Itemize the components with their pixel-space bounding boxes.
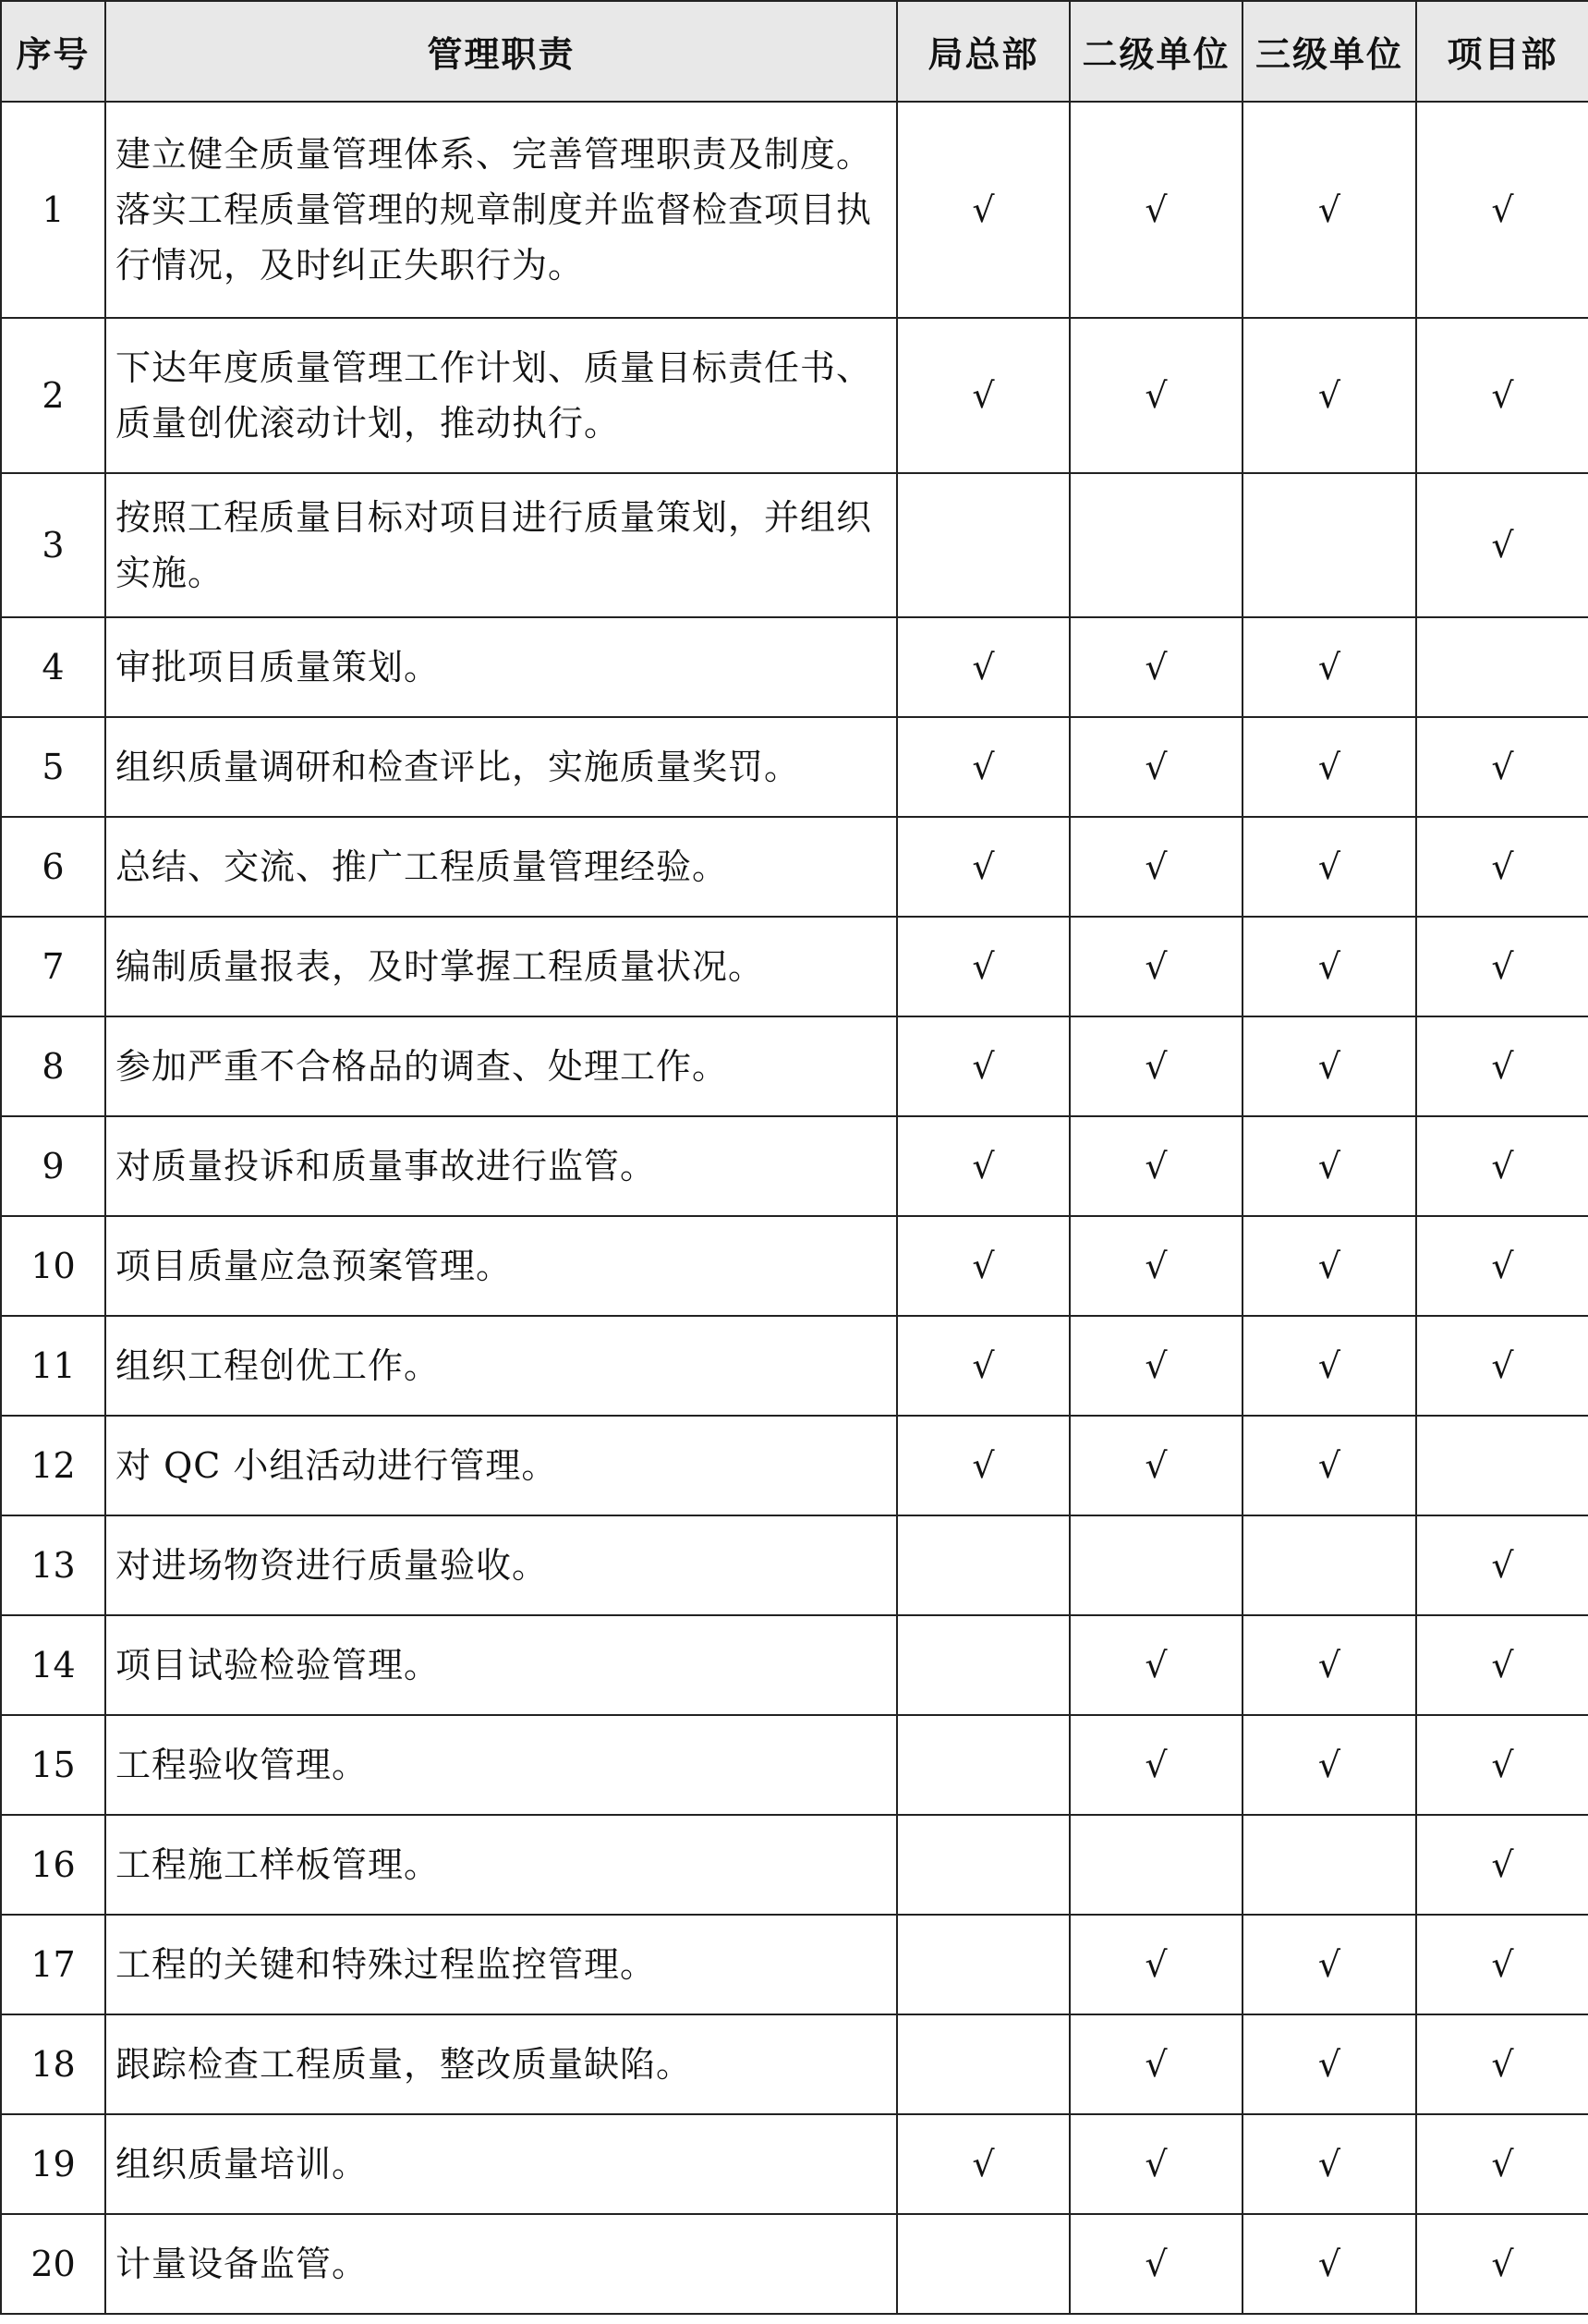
check-mark-icon: √ (1491, 1545, 1514, 1586)
row-serial-number: 5 (1, 717, 105, 817)
check-mark-icon: √ (1145, 1345, 1168, 1386)
table-row (1, 1016, 1588, 1116)
check-mark-icon: √ (1145, 2244, 1168, 2284)
header-bureau-hq: 局总部 (897, 1, 1070, 102)
check-cell-second-level-unit (1070, 1116, 1243, 1216)
row-serial-number: 8 (1, 1016, 105, 1116)
check-mark-icon: √ (972, 1246, 995, 1286)
check-cell-second-level-unit (1070, 2114, 1243, 2214)
header-second-level-unit: 二级单位 (1070, 1, 1243, 102)
check-cell-bureau-hq (897, 917, 1070, 1016)
check-mark-icon: √ (972, 647, 995, 687)
table-row (1, 1715, 1588, 1815)
check-cell-project-dept (1416, 717, 1588, 817)
table-row (1, 102, 1588, 318)
row-duty-text: 组织质量培训。 (105, 2114, 897, 2214)
check-mark-icon: √ (1491, 525, 1514, 566)
table-row (1, 1615, 1588, 1715)
check-mark-icon: √ (1145, 1645, 1168, 1685)
check-cell-second-level-unit (1070, 2214, 1243, 2314)
check-cell-third-level-unit (1243, 717, 1416, 817)
row-serial-number: 4 (1, 617, 105, 717)
check-mark-icon: √ (1317, 189, 1341, 230)
row-duty-text: 按照工程质量目标对项目进行质量策划，并组织实施。 (105, 473, 897, 617)
row-duty-text: 跟踪检查工程质量，整改质量缺陷。 (105, 2014, 897, 2114)
check-cell-third-level-unit (1243, 1316, 1416, 1416)
row-duty-text: 组织质量调研和检查评比，实施质量奖罚。 (105, 717, 897, 817)
row-serial-number: 17 (1, 1915, 105, 2014)
row-duty-text: 工程施工样板管理。 (105, 1815, 897, 1915)
row-duty-text: 工程验收管理。 (105, 1715, 897, 1815)
check-cell-bureau-hq (897, 1815, 1070, 1915)
row-serial-number: 12 (1, 1416, 105, 1515)
check-mark-icon: √ (1491, 2244, 1514, 2284)
check-mark-icon: √ (972, 1046, 995, 1087)
table-row (1, 1116, 1588, 1216)
check-cell-second-level-unit (1070, 1615, 1243, 1715)
check-cell-project-dept (1416, 1316, 1588, 1416)
row-serial-number: 16 (1, 1815, 105, 1915)
table-row (1, 1216, 1588, 1316)
check-cell-third-level-unit (1243, 1016, 1416, 1116)
check-cell-bureau-hq (897, 1715, 1070, 1815)
table-row (1, 1416, 1588, 1515)
table-row (1, 1915, 1588, 2014)
check-cell-second-level-unit (1070, 1515, 1243, 1615)
check-cell-second-level-unit (1070, 817, 1243, 917)
check-mark-icon: √ (972, 1146, 995, 1186)
check-mark-icon: √ (1491, 1844, 1514, 1885)
check-cell-second-level-unit (1070, 717, 1243, 817)
check-cell-project-dept (1416, 2214, 1588, 2314)
check-cell-project-dept (1416, 1216, 1588, 1316)
check-mark-icon: √ (1145, 2144, 1168, 2184)
check-cell-project-dept (1416, 1715, 1588, 1815)
row-serial-number: 14 (1, 1615, 105, 1715)
check-cell-third-level-unit (1243, 1515, 1416, 1615)
check-cell-project-dept (1416, 2014, 1588, 2114)
check-mark-icon: √ (972, 846, 995, 887)
table-row (1, 1316, 1588, 1416)
check-cell-project-dept (1416, 1116, 1588, 1216)
check-cell-third-level-unit (1243, 1216, 1416, 1316)
check-cell-third-level-unit (1243, 1815, 1416, 1915)
check-cell-third-level-unit (1243, 318, 1416, 473)
check-cell-project-dept (1416, 102, 1588, 318)
check-mark-icon: √ (1145, 946, 1168, 987)
check-cell-project-dept (1416, 617, 1588, 717)
check-mark-icon: √ (1317, 2144, 1341, 2184)
check-cell-project-dept (1416, 318, 1588, 473)
check-mark-icon: √ (1145, 1944, 1168, 1985)
check-cell-second-level-unit (1070, 617, 1243, 717)
check-mark-icon: √ (1317, 1745, 1341, 1785)
check-mark-icon: √ (1317, 2244, 1341, 2284)
check-mark-icon: √ (1491, 375, 1514, 416)
check-mark-icon: √ (1317, 1645, 1341, 1685)
check-mark-icon: √ (1145, 1745, 1168, 1785)
row-duty-text: 编制质量报表，及时掌握工程质量状况。 (105, 917, 897, 1016)
check-cell-project-dept (1416, 1815, 1588, 1915)
check-cell-bureau-hq (897, 717, 1070, 817)
check-mark-icon: √ (1491, 1645, 1514, 1685)
check-mark-icon: √ (972, 2144, 995, 2184)
row-serial-number: 13 (1, 1515, 105, 1615)
check-cell-bureau-hq (897, 2114, 1070, 2214)
check-cell-bureau-hq (897, 318, 1070, 473)
check-mark-icon: √ (1491, 846, 1514, 887)
check-mark-icon: √ (1491, 189, 1514, 230)
row-serial-number: 15 (1, 1715, 105, 1815)
check-cell-bureau-hq (897, 617, 1070, 717)
table-row (1, 1515, 1588, 1615)
check-cell-third-level-unit (1243, 1715, 1416, 1815)
check-cell-second-level-unit (1070, 1815, 1243, 1915)
check-cell-third-level-unit (1243, 617, 1416, 717)
check-mark-icon: √ (972, 1445, 995, 1486)
check-cell-project-dept (1416, 2114, 1588, 2214)
header-management-duty: 管理职责 (105, 1, 897, 102)
row-duty-text: 下达年度质量管理工作计划、质量目标责任书、质量创优滚动计划，推动执行。 (105, 318, 897, 473)
header-project-dept: 项目部 (1416, 1, 1588, 102)
check-cell-second-level-unit (1070, 1715, 1243, 1815)
row-serial-number: 18 (1, 2014, 105, 2114)
table-body (1, 102, 1588, 2314)
check-mark-icon: √ (972, 946, 995, 987)
check-cell-bureau-hq (897, 473, 1070, 617)
row-serial-number: 1 (1, 102, 105, 318)
row-duty-text: 对质量投诉和质量事故进行监管。 (105, 1116, 897, 1216)
check-cell-third-level-unit (1243, 817, 1416, 917)
check-mark-icon: √ (1317, 1246, 1341, 1286)
row-duty-text: 审批项目质量策划。 (105, 617, 897, 717)
check-mark-icon: √ (1491, 1146, 1514, 1186)
check-mark-icon: √ (972, 375, 995, 416)
check-cell-third-level-unit (1243, 1416, 1416, 1515)
row-duty-text: 计量设备监管。 (105, 2214, 897, 2314)
check-cell-project-dept (1416, 1615, 1588, 1715)
check-cell-third-level-unit (1243, 1615, 1416, 1715)
header-row (1, 1, 1588, 102)
table-row (1, 617, 1588, 717)
check-cell-project-dept (1416, 817, 1588, 917)
table-row (1, 2114, 1588, 2214)
table-row (1, 917, 1588, 1016)
check-cell-third-level-unit (1243, 1116, 1416, 1216)
check-cell-bureau-hq (897, 1416, 1070, 1515)
check-mark-icon: √ (1317, 1046, 1341, 1087)
check-cell-bureau-hq (897, 102, 1070, 318)
row-duty-text: 组织工程创优工作。 (105, 1316, 897, 1416)
check-mark-icon: √ (1317, 375, 1341, 416)
check-mark-icon: √ (1317, 946, 1341, 987)
check-cell-bureau-hq (897, 2014, 1070, 2114)
check-cell-bureau-hq (897, 817, 1070, 917)
check-cell-bureau-hq (897, 1915, 1070, 2014)
check-cell-third-level-unit (1243, 2214, 1416, 2314)
check-cell-third-level-unit (1243, 2014, 1416, 2114)
table-row (1, 1815, 1588, 1915)
table-row (1, 717, 1588, 817)
check-mark-icon: √ (1491, 1246, 1514, 1286)
check-mark-icon: √ (1491, 2044, 1514, 2085)
check-cell-bureau-hq (897, 1515, 1070, 1615)
check-mark-icon: √ (1145, 2044, 1168, 2085)
check-cell-bureau-hq (897, 1116, 1070, 1216)
check-mark-icon: √ (1317, 846, 1341, 887)
table-row (1, 473, 1588, 617)
check-cell-second-level-unit (1070, 1915, 1243, 2014)
check-mark-icon: √ (1145, 189, 1168, 230)
check-cell-third-level-unit (1243, 917, 1416, 1016)
row-serial-number: 7 (1, 917, 105, 1016)
header-third-level-unit: 三级单位 (1243, 1, 1416, 102)
check-mark-icon: √ (1491, 1046, 1514, 1087)
check-mark-icon: √ (1317, 1445, 1341, 1486)
check-mark-icon: √ (1491, 1745, 1514, 1785)
check-mark-icon: √ (1317, 747, 1341, 787)
row-serial-number: 11 (1, 1316, 105, 1416)
check-cell-third-level-unit (1243, 473, 1416, 617)
check-mark-icon: √ (972, 189, 995, 230)
check-mark-icon: √ (1145, 375, 1168, 416)
check-mark-icon: √ (1317, 647, 1341, 687)
check-mark-icon: √ (1491, 946, 1514, 987)
check-cell-bureau-hq (897, 1615, 1070, 1715)
check-cell-second-level-unit (1070, 1216, 1243, 1316)
check-cell-bureau-hq (897, 2214, 1070, 2314)
check-cell-second-level-unit (1070, 318, 1243, 473)
check-mark-icon: √ (1145, 747, 1168, 787)
check-cell-second-level-unit (1070, 917, 1243, 1016)
check-mark-icon: √ (1145, 1445, 1168, 1486)
row-serial-number: 6 (1, 817, 105, 917)
check-cell-bureau-hq (897, 1016, 1070, 1116)
check-cell-second-level-unit (1070, 1016, 1243, 1116)
check-mark-icon: √ (1491, 747, 1514, 787)
row-duty-text: 对进场物资进行质量验收。 (105, 1515, 897, 1615)
check-cell-project-dept (1416, 1915, 1588, 2014)
check-mark-icon: √ (1317, 2044, 1341, 2085)
row-serial-number: 9 (1, 1116, 105, 1216)
row-duty-text: 项目试验检验管理。 (105, 1615, 897, 1715)
table-row (1, 318, 1588, 473)
check-cell-project-dept (1416, 917, 1588, 1016)
check-mark-icon: √ (1145, 1146, 1168, 1186)
check-mark-icon: √ (1491, 1345, 1514, 1386)
check-mark-icon: √ (1317, 1345, 1341, 1386)
check-mark-icon: √ (1491, 2144, 1514, 2184)
header-serial-number: 序号 (1, 1, 105, 102)
row-duty-text: 工程的关键和特殊过程监控管理。 (105, 1915, 897, 2014)
check-mark-icon: √ (1145, 846, 1168, 887)
check-mark-icon: √ (1145, 1046, 1168, 1087)
check-cell-project-dept (1416, 1016, 1588, 1116)
row-serial-number: 2 (1, 318, 105, 473)
row-serial-number: 19 (1, 2114, 105, 2214)
row-duty-text: 参加严重不合格品的调查、处理工作。 (105, 1016, 897, 1116)
row-duty-text: 建立健全质量管理体系、完善管理职责及制度。落实工程质量管理的规章制度并监督检查项目执行情况，及时纠正失职行为。 (105, 102, 897, 318)
row-serial-number: 20 (1, 2214, 105, 2314)
table-row (1, 817, 1588, 917)
row-duty-text: 对 QC 小组活动进行管理。 (105, 1416, 897, 1515)
check-cell-project-dept (1416, 1515, 1588, 1615)
check-mark-icon: √ (1145, 647, 1168, 687)
check-cell-project-dept (1416, 473, 1588, 617)
check-cell-second-level-unit (1070, 1416, 1243, 1515)
table-row (1, 2014, 1588, 2114)
check-cell-second-level-unit (1070, 473, 1243, 617)
check-cell-second-level-unit (1070, 1316, 1243, 1416)
check-mark-icon: √ (972, 747, 995, 787)
check-mark-icon: √ (972, 1345, 995, 1386)
row-duty-text: 总结、交流、推广工程质量管理经验。 (105, 817, 897, 917)
check-mark-icon: √ (1145, 1246, 1168, 1286)
row-serial-number: 3 (1, 473, 105, 617)
check-cell-second-level-unit (1070, 102, 1243, 318)
check-cell-third-level-unit (1243, 1915, 1416, 2014)
check-cell-third-level-unit (1243, 102, 1416, 318)
check-mark-icon: √ (1491, 1944, 1514, 1985)
table-row (1, 2214, 1588, 2314)
row-serial-number: 10 (1, 1216, 105, 1316)
check-cell-bureau-hq (897, 1316, 1070, 1416)
check-mark-icon: √ (1317, 1944, 1341, 1985)
check-cell-third-level-unit (1243, 2114, 1416, 2214)
row-duty-text: 项目质量应急预案管理。 (105, 1216, 897, 1316)
check-cell-second-level-unit (1070, 2014, 1243, 2114)
check-cell-bureau-hq (897, 1216, 1070, 1316)
check-cell-project-dept (1416, 1416, 1588, 1515)
check-mark-icon: √ (1317, 1146, 1341, 1186)
